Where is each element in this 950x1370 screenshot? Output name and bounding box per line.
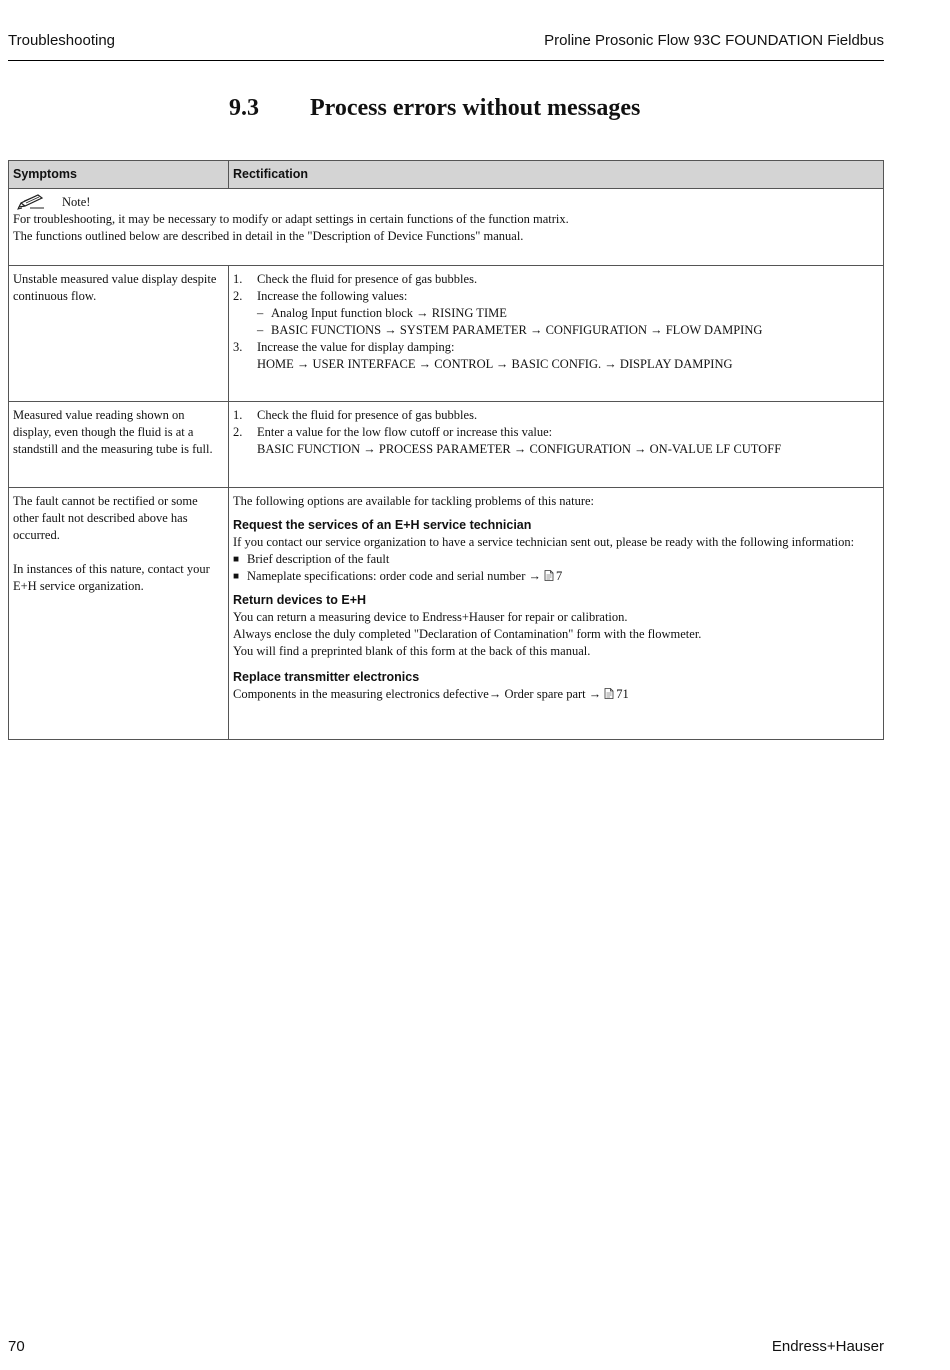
section-number: 9.3: [229, 95, 259, 121]
table-header-row: [9, 161, 884, 189]
symptom-cell: [9, 488, 229, 740]
return-heading: Return devices to E+H: [233, 593, 367, 607]
troubleshooting-table: [8, 160, 884, 740]
step-path: HOME → USER INTERFACE → CONTROL → BASIC CONFIG. → DISPLAY DAMPING: [257, 357, 733, 371]
list-item: [233, 288, 879, 339]
rectification-cell: [229, 488, 884, 740]
page-reference-icon: [604, 688, 614, 699]
section-title: Process errors without messages: [310, 95, 641, 121]
replace-heading: Replace transmitter electronics: [233, 670, 420, 684]
rectification-cell: [229, 402, 884, 488]
header-product-name: Proline Prosonic Flow 93C FOUNDATION Fieldbus: [544, 32, 884, 49]
step-text: Check the fluid for presence of gas bubbles.: [257, 408, 478, 422]
table-row: [9, 488, 884, 740]
note-text-line-1: For troubleshooting, it may be necessary to modify or adapt settings in certain functions of the function matrix.: [13, 212, 569, 226]
step-path: BASIC FUNCTION → PROCESS PARAMETER → CONFIGURATION → ON-VALUE LF CUTOFF: [257, 442, 782, 456]
service-text: If you contact our service organization to have a service technician sent out, please be ready with the following information:: [233, 535, 855, 549]
list-item: [233, 339, 879, 373]
table-row: [9, 402, 884, 488]
service-heading: Request the services of an E+H service technician: [233, 518, 532, 532]
page-reference-icon: [544, 570, 554, 581]
list-item: ■ Brief description of the fault: [233, 552, 390, 566]
column-header-rectification: Rectification: [229, 161, 884, 189]
step-number: 2.: [233, 425, 243, 439]
section-heading: [229, 95, 640, 122]
step-number: 1.: [233, 272, 243, 286]
step-text: Check the fluid for presence of gas bubbles.: [257, 272, 478, 286]
return-text-line: Always enclose the duly completed "Declaration of Contamination" form with the flowmeter.: [233, 627, 702, 641]
sub-item-text: Analog Input function block → RISING TIME: [271, 306, 507, 320]
step-number: 1.: [233, 408, 243, 422]
list-item: ■ Nameplate specifications: order code and serial number → 7: [233, 569, 563, 583]
page-reference[interactable]: 71: [616, 687, 629, 701]
bullet-text: Brief description of the fault: [247, 552, 390, 566]
sub-item: – Analog Input function block → RISING TIME: [257, 306, 507, 320]
return-text-line: You can return a measuring device to Endress+Hauser for repair or calibration.: [233, 610, 628, 624]
page-header: [8, 30, 884, 61]
page-reference[interactable]: 7: [555, 569, 563, 583]
step-text: Increase the value for display damping:: [257, 340, 455, 354]
note-text-line-2: The functions outlined below are described in detail in the "Description of Device Functions" manual.: [13, 229, 524, 243]
list-item: [233, 424, 879, 458]
step-text: Increase the following values:: [257, 289, 408, 303]
symptom-cell: Measured value reading shown on display, even though the fluid is at a standstill and the measuring tube is full.: [9, 402, 229, 488]
rectification-cell: [229, 266, 884, 402]
rectification-intro: The following options are available for tackling problems of this nature:: [233, 494, 595, 508]
footer-brand: Endress+Hauser: [771, 1338, 884, 1355]
sub-item: – BASIC FUNCTIONS → SYSTEM PARAMETER → CONFIGURATION → FLOW DAMPING: [257, 323, 763, 337]
step-number: 3.: [233, 340, 243, 354]
step-number: 2.: [233, 289, 243, 303]
page-number: 70: [8, 1338, 25, 1355]
header-section-name: Troubleshooting: [8, 32, 116, 49]
step-text: Enter a value for the low flow cutoff or increase this value:: [257, 425, 553, 439]
column-header-symptoms: Symptoms: [9, 161, 229, 189]
list-item: [233, 407, 879, 424]
table-row: [9, 266, 884, 402]
bullet-text: Nameplate specifications: order code and serial number →: [247, 569, 541, 583]
note-row: [9, 189, 884, 266]
symptom-cell: Unstable measured value display despite continuous flow.: [9, 266, 229, 402]
symptom-text: The fault cannot be rectified or some other fault not described above has occurred.: [13, 494, 198, 542]
note-label: Note!: [62, 194, 91, 209]
note-cell: [9, 189, 884, 266]
list-item: [233, 271, 879, 288]
replace-text: Components in the measuring electronics defective→ Order spare part →: [233, 687, 602, 701]
pencil-icon: [16, 194, 46, 210]
return-text-line: You will find a preprinted blank of this form at the back of this manual.: [233, 644, 591, 658]
sub-item-text: BASIC FUNCTIONS → SYSTEM PARAMETER → CONFIGURATION → FLOW DAMPING: [271, 323, 763, 337]
symptom-contact-text: In instances of this nature, contact your E+H service organization.: [13, 562, 210, 593]
